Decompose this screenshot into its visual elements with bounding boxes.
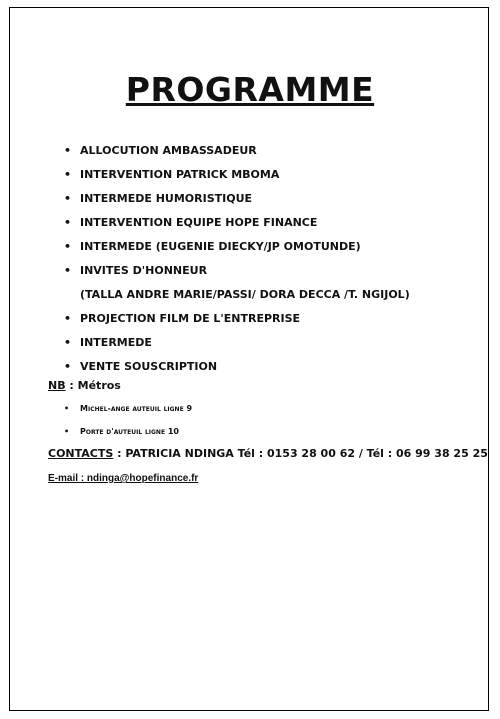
bullet-icon: • — [64, 312, 72, 325]
metro-item-label: Porte d'auteuil ligne 10 — [80, 427, 179, 436]
nb-label: NB — [48, 379, 66, 392]
metro-item — [64, 403, 192, 426]
programme-item-label: VENTE SOUSCRIPTION — [80, 360, 218, 373]
nb-note — [48, 379, 121, 392]
email-line[interactable]: E-mail : ndinga@hopefinance.fr — [48, 473, 199, 484]
bullet-icon: • — [64, 144, 72, 157]
bullet-icon: • — [64, 192, 72, 205]
programme-item — [64, 216, 410, 240]
programme-item — [64, 168, 410, 192]
bullet-icon: • — [64, 240, 72, 253]
contacts-label: CONTACTS — [48, 447, 114, 460]
bullet-icon: • — [64, 360, 72, 373]
invites-details-text: (TALLA ANDRE MARIE/PASSI/ DORA DECCA /T. NGIJOL) — [80, 288, 410, 301]
programme-item — [64, 144, 410, 168]
programme-item-label: INTERVENTION EQUIPE HOPE FINANCE — [80, 216, 318, 229]
invites-details — [64, 288, 410, 312]
bullet-icon: • — [64, 168, 72, 181]
bullet-icon: • — [64, 264, 72, 277]
bullet-icon: • — [64, 336, 72, 349]
programme-item-label: INTERMEDE — [80, 336, 152, 349]
programme-item-label: INVITES D'HONNEUR — [80, 264, 208, 277]
programme-item-label: INTERMEDE (EUGENIE DIECKY/JP OMOTUNDE) — [80, 240, 361, 253]
programme-item — [64, 336, 410, 360]
programme-item-label: INTERVENTION PATRICK MBOMA — [80, 168, 280, 181]
programme-item-label: ALLOCUTION AMBASSADEUR — [80, 144, 257, 157]
programme-item — [64, 312, 410, 336]
programme-list — [64, 144, 410, 384]
contacts-text: : PATRICIA NDINGA Tél : 0153 28 00 62 / Tél : 06 99 38 25 25 — [113, 447, 488, 460]
bullet-icon: • — [64, 216, 72, 229]
nb-text: : Métros — [65, 379, 121, 392]
programme-item — [64, 264, 410, 288]
contacts-line — [48, 447, 488, 460]
programme-item — [64, 192, 410, 216]
metro-item-label: Michel-ange auteuil ligne 9 — [80, 404, 193, 413]
programme-item-label: INTERMEDE HUMORISTIQUE — [80, 192, 253, 205]
page-title: PROGRAMME — [125, 70, 375, 109]
programme-item-label: PROJECTION FILM DE L'ENTREPRISE — [80, 312, 301, 325]
bullet-icon: • — [64, 427, 70, 436]
bullet-icon: • — [64, 404, 70, 413]
metro-item — [64, 426, 192, 449]
programme-item — [64, 240, 410, 264]
metros-list — [64, 403, 192, 449]
